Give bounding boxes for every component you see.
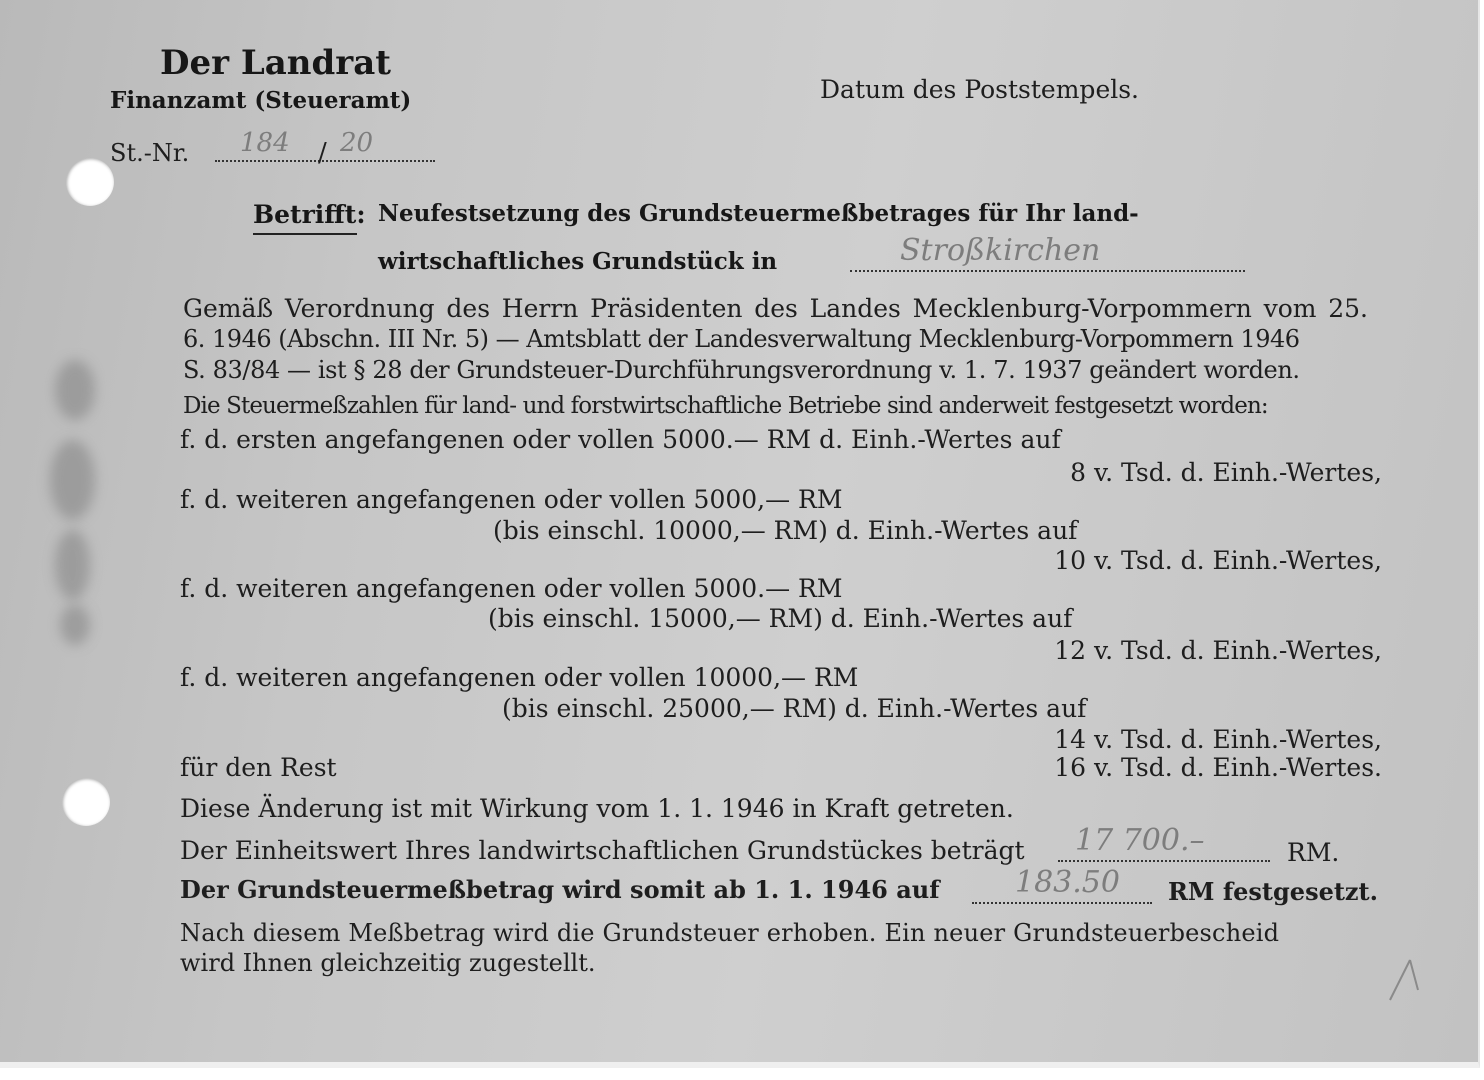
stain bbox=[55, 360, 95, 420]
tier-4-text: f. d. weiteren angefangenen oder vollen 10000,— RM bbox=[180, 663, 859, 692]
punch-hole-bottom bbox=[62, 778, 110, 826]
tax-amount-field-line bbox=[972, 902, 1152, 904]
tax-amount-suffix: RM festgesetzt. bbox=[1167, 877, 1378, 906]
place-handwritten: Stroßkirchen bbox=[900, 233, 1101, 268]
closing-line-2: wird Ihnen gleichzeitig zugestellt. bbox=[180, 949, 596, 977]
tax-number-label: St.-Nr. bbox=[110, 139, 190, 167]
intro-word: des bbox=[446, 294, 491, 323]
tier-2-range: (bis einschl. 10000,— RM) d. Einh.-Wertes auf bbox=[493, 516, 1078, 545]
intro-line-2: 6. 1946 (Abschn. III Nr. 5) — Amtsblatt der Landesverwaltung Mecklenburg-Vorpommern 1946 bbox=[183, 325, 1300, 353]
intro-line-1 bbox=[183, 296, 1368, 321]
stain bbox=[55, 530, 90, 600]
tier-4-range: (bis einschl. 25000,— RM) d. Einh.-Wertes auf bbox=[502, 694, 1087, 723]
date-note: Datum des Poststempels. bbox=[820, 75, 1140, 104]
tier-5-text: für den Rest bbox=[180, 753, 337, 782]
intro-line-4: Die Steuermeßzahlen für land- und forstwirtschaftliche Betriebe sind anderweit festgesetzt worden: bbox=[183, 393, 1268, 419]
tier-3-text: f. d. weiteren angefangenen oder vollen 5000.— RM bbox=[180, 574, 843, 603]
subject-label: Betrifft: bbox=[253, 200, 366, 229]
effective-statement: Diese Änderung ist mit Wirkung vom 1. 1. 1946 in Kraft getreten. bbox=[180, 794, 1014, 823]
tier-2-rate: 10 v. Tsd. d. Einh.-Wertes, bbox=[1054, 546, 1382, 575]
tier-3-range: (bis einschl. 15000,— RM) d. Einh.-Wertes auf bbox=[488, 604, 1073, 633]
tax-amount-handwritten: 183.50 bbox=[1015, 865, 1120, 900]
tier-1-rate: 8 v. Tsd. d. Einh.-Wertes, bbox=[1070, 458, 1382, 487]
stain bbox=[60, 605, 90, 645]
intro-word: 25. bbox=[1328, 294, 1368, 323]
tax-number-handwritten-2: 20 bbox=[340, 128, 374, 158]
tier-5-rate: 16 v. Tsd. d. Einh.-Wertes. bbox=[1054, 753, 1382, 782]
tier-3-rate: 12 v. Tsd. d. Einh.-Wertes, bbox=[1054, 636, 1382, 665]
intro-word: des bbox=[754, 294, 798, 323]
tier-4-rate: 14 v. Tsd. d. Einh.-Wertes, bbox=[1054, 725, 1382, 754]
unit-value-handwritten: 17 700.– bbox=[1075, 823, 1205, 858]
unit-value-field-line bbox=[1058, 860, 1270, 862]
punch-hole-top bbox=[66, 158, 114, 206]
intro-line-3: S. 83/84 — ist § 28 der Grundsteuer-Durchführungsverordnung v. 1. 7. 1937 geändert worden. bbox=[183, 356, 1300, 384]
place-field-line bbox=[850, 270, 1245, 272]
subject-line-2: wirtschaftliches Grundstück in bbox=[378, 248, 778, 275]
subject-line-1: Neufestsetzung des Grundsteuermeßbetrages für Ihr land- bbox=[378, 200, 1139, 227]
unit-value-label: Der Einheitswert Ihres landwirtschaftlichen Grundstückes beträgt bbox=[180, 836, 1025, 865]
closing-line-1: Nach diesem Meßbetrag wird die Grundsteuer erhoben. Ein neuer Grundsteuerbescheid bbox=[180, 919, 1280, 947]
tax-amount-label: Der Grundsteuermeßbetrag wird somit ab 1. 1. 1946 auf bbox=[180, 875, 940, 904]
tier-2-text: f. d. weiteren angefangenen oder vollen 5000,— RM bbox=[180, 485, 843, 514]
intro-word: Gemäß bbox=[183, 294, 274, 323]
intro-word: Herrn bbox=[501, 294, 579, 323]
office-name: Finanzamt (Steueramt) bbox=[110, 87, 412, 114]
intro-word: Präsidenten bbox=[590, 294, 743, 323]
intro-word: Verordnung bbox=[284, 294, 435, 323]
intro-word: Landes bbox=[809, 294, 901, 323]
tax-number-separator: / bbox=[318, 138, 327, 168]
subject-label-underline bbox=[253, 233, 357, 235]
tier-1-text: f. d. ersten angefangenen oder vollen 5000.— RM d. Einh.-Wertes auf bbox=[180, 425, 1061, 454]
intro-word: Mecklenburg-Vorpommern bbox=[912, 294, 1252, 323]
corner-pencil-mark bbox=[1380, 950, 1440, 1010]
unit-value-currency: RM. bbox=[1287, 838, 1340, 867]
tax-number-handwritten-1: 184 bbox=[240, 128, 290, 158]
intro-word: vom bbox=[1263, 294, 1317, 323]
authority-title: Der Landrat bbox=[160, 43, 391, 83]
stain bbox=[50, 440, 95, 520]
